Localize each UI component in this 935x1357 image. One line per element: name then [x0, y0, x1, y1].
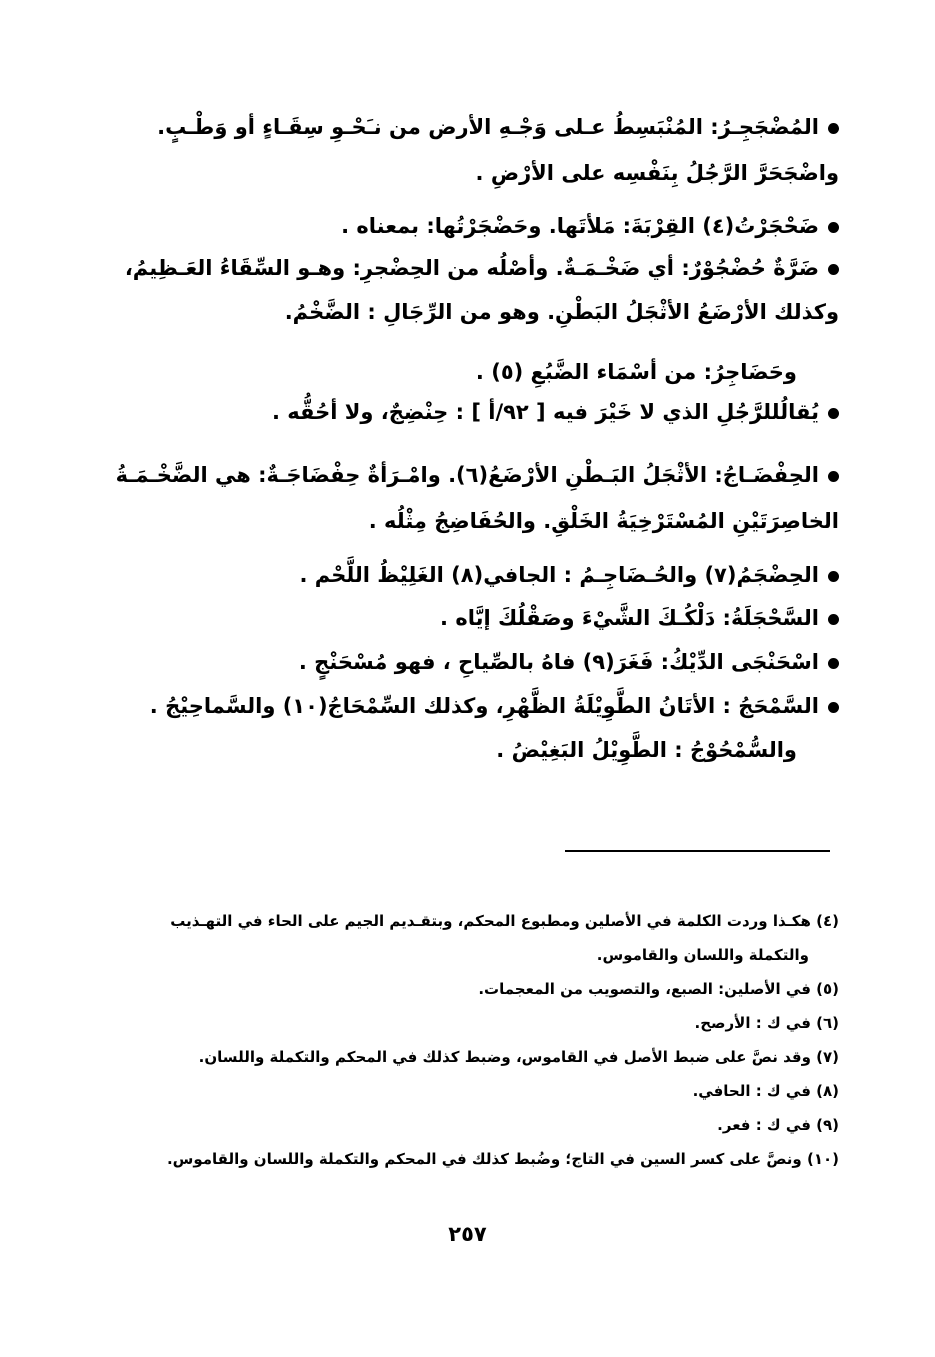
entry-text: السَّمْحَجُ : الأتَانُ الطَّوِيْلَةُ الظَّهْرِ، وكذلك السِّمْحَاجُ(١٠) والسَّماحِيْجُ . — [149, 694, 819, 718]
bullet-icon — [828, 658, 839, 669]
entry-text: الحِفْضَـاجُ: الأثْجَلُ البَـطْنِ الأرْضَعُ(٦). وامْـرَأةٌ حِفْضَاجَـةٌ: هي الضَّخْـمَـةُ — [115, 463, 819, 487]
entry-10 — [104, 684, 839, 772]
entry-2 — [104, 206, 839, 246]
page-number: ٢٥٧ — [448, 1222, 487, 1246]
entry-7 — [104, 554, 839, 596]
footnote-5: (٥) في الأصلين: الصبع، والتصويب من المعجمات. — [478, 980, 839, 998]
bullet-icon — [828, 471, 839, 482]
entry-text: المُضْجَجِـرُ: المُنْبَسِطُ عـلى وَجْـهِ الأرض من نـَحْـوِ سِقَـاءٍ أو وَطْـبٍ. — [157, 115, 819, 139]
entry-text: وكذلك الأرْضَعُ الأثْجَلُ البَطْنِ. وهو من الرِّجَالِ : الضَّخْمُ. — [284, 300, 839, 324]
entry-1 — [104, 104, 839, 196]
bullet-icon — [828, 264, 839, 275]
dictionary-entries — [104, 104, 839, 772]
footnote-10: (١٠) ونصَّ على كسر السين في التاج؛ وضُبط كذلك في المحكم والتكملة واللسان والقاموس. — [166, 1150, 839, 1168]
footnote-4-continued: والتكملة واللسان والقاموس. — [596, 946, 809, 964]
bullet-icon — [828, 571, 839, 582]
entry-8 — [104, 596, 839, 640]
entry-9 — [104, 640, 839, 684]
bullet-icon — [828, 222, 839, 233]
entry-text: الخاصِرَتَيْنِ المُسْتَرْخِيَةُ الخَلْقِ. والحُفَاضِجُ مِثْلُه . — [368, 509, 839, 533]
footnote-6: (٦) في ك : الأرصح. — [694, 1014, 839, 1032]
entry-5 — [104, 392, 839, 432]
bullet-icon — [828, 123, 839, 134]
entry-text: ضَحْجَرْتُ(٤) القِرْبَةَ: مَلأتَها. وحَضْجَرْتُها: بمعناه . — [341, 214, 819, 238]
entry-text: والسُّمْحُوْجُ : الطَّوِيْلُ البَغِيْضُ . — [496, 738, 797, 762]
entry-text: يُقالُللرَّجُلِ الذي لا خَيْرَ فيه [ ٩٢/أ ] : حِنْضِجٌ، ولا أحُقُّه . — [272, 400, 819, 424]
entry-3 — [104, 246, 839, 334]
footnote-7: (٧) وقد نصَّ على ضبط الأصل في القاموس، وضبط كذلك في المحكم والتكملة واللسان. — [198, 1048, 839, 1066]
footnotes — [104, 904, 839, 1176]
entry-text: وحَضَاجِرُ: من أسْمَاء الضَّبُعِ (٥) . — [475, 360, 797, 384]
bullet-icon — [828, 702, 839, 713]
footnote-9: (٩) في ك : فعر. — [717, 1116, 839, 1134]
bullet-icon — [828, 408, 839, 419]
entry-text: واضْجَحَرَّ الرَّجُلُ بِنَفْسِه على الأرْضِ . — [475, 161, 839, 185]
footnote-4: (٤) هكـذا وردت الكلمة في الأصلين ومطبوع المحكم، وبتقـديم الجيم على الحاء في التهـذيب — [170, 912, 839, 930]
entry-text: ضَرَّةٌ حُضْجُوْرٌ: أي ضَخْـمَـةٌ. وأصْلُه من الحِضْجرِ: وهـو السِّقَاءُ العَـظِيمُ، — [124, 256, 819, 280]
footnote-separator — [565, 850, 830, 852]
entry-text: الحِضْجَمُ(٧) والحُـضَاجِـمُ : الجافي(٨) الغَلِيْظُ اللَّحْم . — [299, 563, 819, 587]
bullet-icon — [828, 614, 839, 625]
entry-text: السَّحْجَلَةُ: دَلْكُـكَ الشَّيْءَ وصَقْلُكَ إيَّاه . — [440, 606, 819, 630]
footnote-8: (٨) في ك : الحافي. — [692, 1082, 839, 1100]
entry-text: اسْحَنْجَى الدِّيْكُ: فَغَرَ(٩) فاهُ بالصِّياحِ ، فهو مُسْحَنْجٍ . — [298, 650, 819, 674]
entry-4 — [104, 352, 839, 392]
entry-6 — [104, 452, 839, 544]
